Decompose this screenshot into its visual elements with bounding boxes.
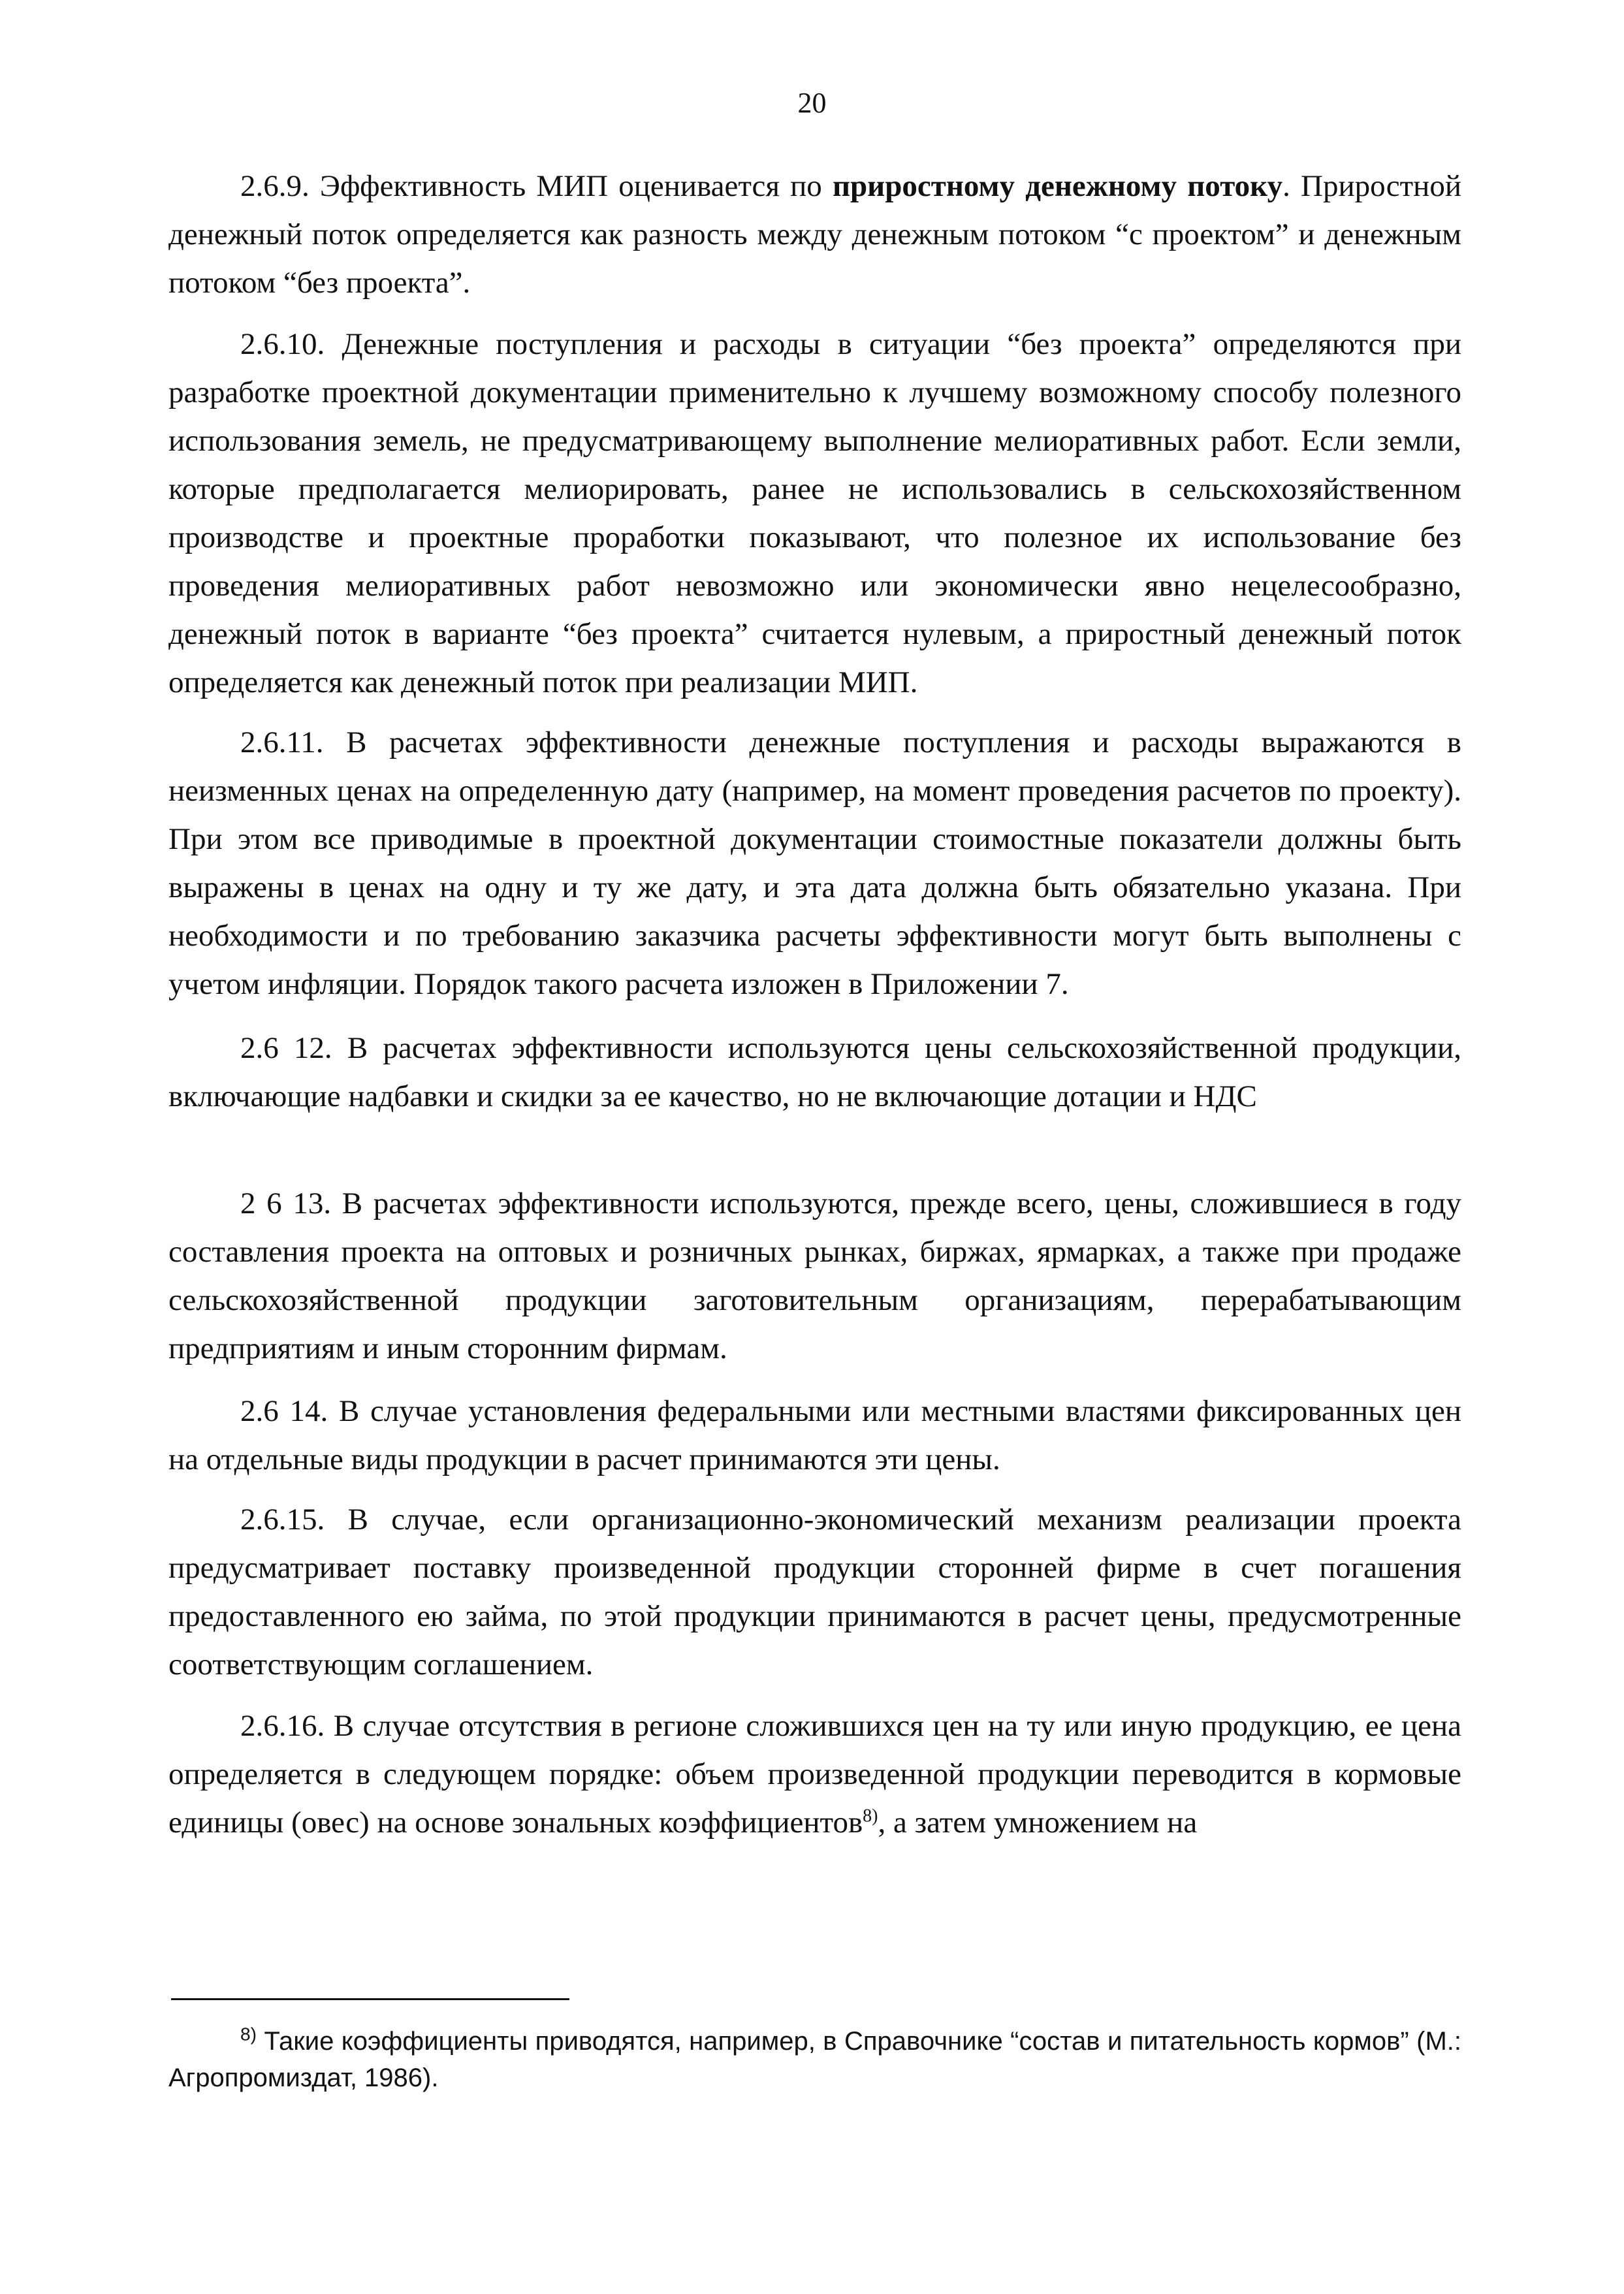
paragraph-text: 2 6 13. В расчетах эффективности используются, прежде всего, цены, сложившиеся в году составления проекта на оптовых и розничных рынках, биржах, ярмарках, а также при продаже сельскохозяйственной продукции заготовительным организациям, перерабатывающим предприятиям и иным сторонним фирмам. bbox=[168, 1187, 1461, 1365]
footnote-marker: 8) bbox=[240, 2024, 257, 2045]
paragraph-text: 2.6.11. В расчетах эффективности денежные поступления и расходы выражаются в неизменных ценах на определенную дату (например, на момент проведения расчетов по проекту). При этом все приводимые в проектной документации стоимостные показатели должны быть выражены в ценах на одну и ту же дату, и эта дата должна быть обязательно указана. При необходимости и по требованию заказчика расчеты эффективности могут быть выполнены с учетом инфляции. Порядок такого расчета изложен в Приложении 7. bbox=[168, 725, 1461, 1001]
paragraph-2-6-15 bbox=[168, 1495, 1461, 1689]
footnote bbox=[168, 2023, 1461, 2096]
paragraph-text: 2.6.16. В случае отсутствия в регионе сложившихся цен на ту или иную продукцию, ее цена определяется в следующем порядке: объем произведенной продукции переводится в кормовые единицы (овес) на основе зональных коэффициентов bbox=[168, 1709, 1461, 1840]
paragraph-text: , а затем умножением на bbox=[878, 1806, 1198, 1840]
paragraph-2-6-10 bbox=[168, 320, 1461, 707]
paragraph-text: 2.6 14. В случае установления федеральными или местными властями фиксированных цен на отдельные виды продукции в расчет принимаются эти цены. bbox=[168, 1394, 1461, 1476]
page-number: 20 bbox=[797, 87, 827, 119]
paragraph-text: 2.6 12. В расчетах эффективности используются цены сельскохозяйственной продукции, включающие надбавки и скидки за ее качество, но не включающие дотации и НДС bbox=[168, 1031, 1461, 1113]
paragraph-2-6-11 bbox=[168, 718, 1461, 1008]
paragraph-text: 2.6.9. Эффективность МИП оценивается по bbox=[240, 169, 833, 203]
paragraph-2-6-16 bbox=[168, 1702, 1461, 1847]
paragraph-text: 2.6.15. В случае, если организационно-экономический механизм реализации проекта предусматривает поставку произведенной продукции сторонней фирме в счет погашения предоставленного ею займа, по этой продукции принимаются в расчет цены, предусмотренные соответствующим соглашением. bbox=[168, 1503, 1461, 1681]
paragraph-text: . Приростной денежный поток определяется как разность между денежным потоком “с проектом” и денежным потоком “без проекта”. bbox=[168, 169, 1461, 300]
paragraph-2-6-9 bbox=[168, 162, 1461, 307]
footnote-separator bbox=[171, 1998, 569, 2000]
paragraph-text: 2.6.10. Денежные поступления и расходы в ситуации “без проекта” определяются при разработке проектной документации применительно к лучшему возможному способу полезного использования земель, не предусматривающему выполнение мелиоративных работ. Если земли, которые предполагается мелиорировать, ранее не использовались в сельскохозяйственном производстве и проектные проработки показывают, что полезное их использование без проведения мелиоративных работ невозможно или экономически явно нецелесообразно, денежный поток в варианте “без проекта” считается нулевым, а приростный денежный поток определяется как денежный поток при реализации МИП. bbox=[168, 327, 1461, 699]
paragraph-2-6-12 bbox=[168, 1024, 1461, 1121]
paragraph-2-6-14 bbox=[168, 1387, 1461, 1484]
footnote-reference: 8) bbox=[863, 1806, 878, 1826]
paragraph-2-6-13 bbox=[168, 1179, 1461, 1373]
bold-term: приростному денежному потоку bbox=[832, 169, 1283, 203]
footnote-text: Такие коэффициенты приводятся, например, в Справочнике “состав и питательность кормов” (М.: Агропромиздат, 1986). bbox=[168, 2027, 1461, 2092]
